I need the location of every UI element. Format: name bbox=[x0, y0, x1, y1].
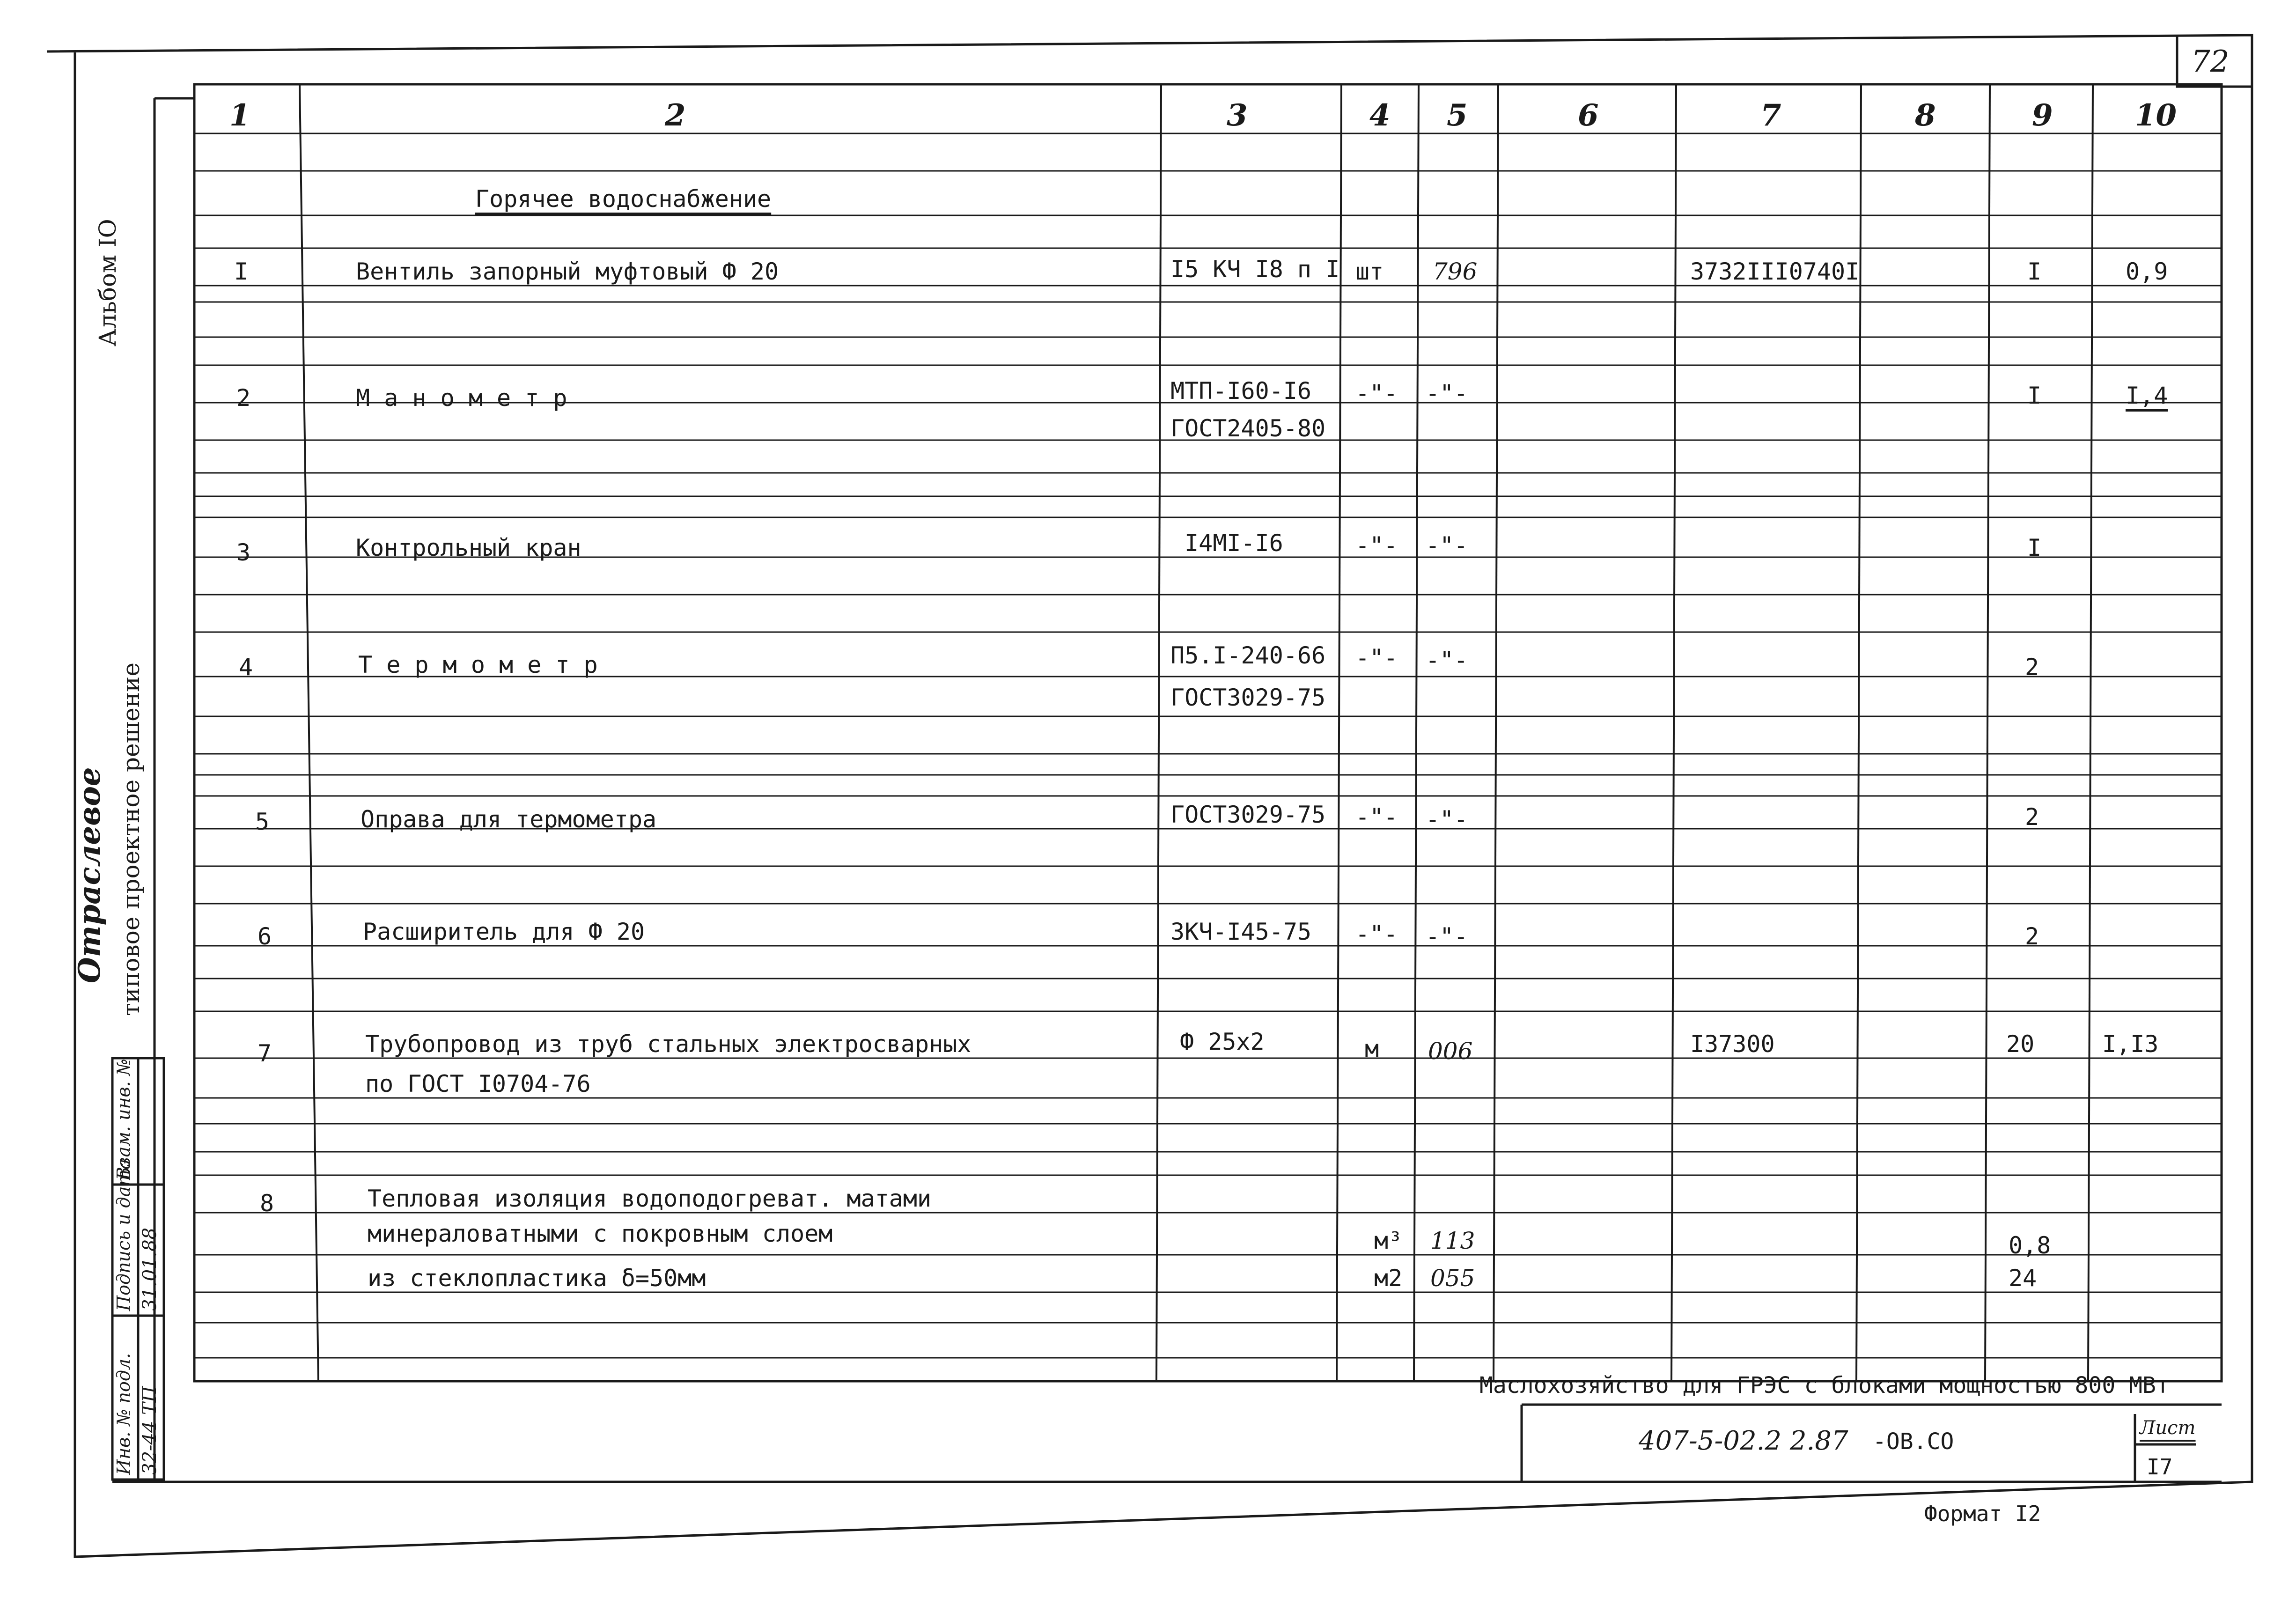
row-2-col5: -"- bbox=[1426, 380, 1468, 407]
album-label: Альбом IО bbox=[94, 219, 121, 346]
format-label: Формат I2 bbox=[1924, 1501, 2041, 1526]
side-title-1: Отраслевое bbox=[72, 767, 107, 983]
row-8-qty3: 24 bbox=[2009, 1265, 2037, 1292]
row-2-qty: I bbox=[2027, 382, 2042, 409]
row-2-num: 2 bbox=[236, 384, 251, 412]
row-8-num: 8 bbox=[260, 1190, 274, 1217]
row-1-mass: 0,9 bbox=[2126, 258, 2168, 285]
document-code-suffix: -ОВ.СО bbox=[1873, 1428, 1954, 1455]
row-1-unit: шт bbox=[1355, 258, 1384, 285]
row-4-unit: -"- bbox=[1355, 644, 1398, 671]
row-4-code2: ГОСТ3029-75 bbox=[1170, 684, 1326, 711]
col-header-2: 2 bbox=[665, 98, 686, 133]
row-2-code2: ГОСТ2405-80 bbox=[1170, 415, 1326, 442]
row-5-code: ГОСТ3029-75 bbox=[1170, 801, 1326, 828]
row-7-unit: м bbox=[1365, 1035, 1379, 1062]
row-4-code: П5.I-240-66 bbox=[1170, 642, 1326, 669]
row-2-name: М а н о м е т р bbox=[356, 384, 567, 412]
row-6-code: 3КЧ-I45-75 bbox=[1170, 918, 1312, 945]
col-header-1: 1 bbox=[229, 98, 250, 133]
row-8-name: Тепловая изоляция водоподогреват. матами bbox=[368, 1185, 932, 1212]
row-6-num: 6 bbox=[258, 923, 272, 950]
row-4-qty: 2 bbox=[2025, 654, 2039, 681]
row-7-name: Трубопровод из труб стальных электросварных bbox=[365, 1031, 971, 1058]
page-number: 72 bbox=[2191, 44, 2230, 79]
sheet-label: Лист bbox=[2140, 1417, 2196, 1439]
row-4-name: Т е р м о м е т р bbox=[358, 651, 598, 678]
row-7-col7: I37300 bbox=[1690, 1031, 1775, 1058]
row-5-qty: 2 bbox=[2025, 803, 2039, 831]
row-7-name2: по ГОСТ I0704-76 bbox=[365, 1070, 591, 1097]
document-code: 407-5-02.2 2.87 bbox=[1639, 1426, 1848, 1456]
row-5-col5: -"- bbox=[1426, 806, 1468, 833]
row-1-num: I bbox=[234, 258, 249, 285]
row-3-unit: -"- bbox=[1355, 532, 1398, 559]
row-7-num: 7 bbox=[258, 1040, 272, 1067]
row-8-col5-3: 055 bbox=[1430, 1265, 1475, 1292]
stamp-value-date: 31.01.88 bbox=[139, 1227, 161, 1311]
stamp-label-sign: Подпись и дата bbox=[113, 1158, 134, 1311]
row-3-qty: I bbox=[2027, 534, 2042, 561]
row-1-code: I5 КЧ I8 п I bbox=[1170, 256, 1340, 283]
col-header-9: 9 bbox=[2032, 98, 2053, 133]
row-6-qty: 2 bbox=[2025, 923, 2039, 950]
col-header-8: 8 bbox=[1915, 98, 1936, 133]
row-1-qty: I bbox=[2027, 258, 2042, 285]
row-1-name: Вентиль запорный муфтовый Ф 20 bbox=[356, 258, 779, 285]
row-7-col5: 006 bbox=[1428, 1038, 1473, 1065]
col-header-4: 4 bbox=[1369, 98, 1391, 133]
row-8-name2: минераловатными с покровным слоем bbox=[368, 1220, 833, 1247]
row-8-unit2: м³ bbox=[1374, 1227, 1403, 1254]
row-2-unit: -"- bbox=[1355, 380, 1398, 407]
row-3-name: Контрольный кран bbox=[356, 534, 581, 561]
row-5-num: 5 bbox=[255, 808, 270, 835]
row-1-col7: 3732III0740I bbox=[1690, 258, 1860, 285]
row-6-col5: -"- bbox=[1426, 923, 1468, 950]
row-4-col5: -"- bbox=[1426, 647, 1468, 674]
col-header-6: 6 bbox=[1578, 98, 1599, 133]
row-1-col5: 796 bbox=[1433, 258, 1478, 285]
row-3-code: I4МI-I6 bbox=[1185, 530, 1283, 557]
row-8-col5-2: 113 bbox=[1430, 1227, 1475, 1254]
col-header-7: 7 bbox=[1760, 98, 1781, 133]
row-8-name3: из стеклопластика δ=50мм bbox=[368, 1265, 706, 1292]
stamp-label-inv: Инв. № подл. bbox=[113, 1353, 134, 1475]
section-title: Горячее водоснабжение bbox=[475, 185, 772, 213]
row-7-code: Ф 25х2 bbox=[1180, 1028, 1265, 1055]
row-7-qty: 20 bbox=[2006, 1031, 2035, 1058]
row-5-unit: -"- bbox=[1355, 803, 1398, 831]
row-8-unit3: м2 bbox=[1374, 1265, 1403, 1292]
row-5-name: Оправа для термометра bbox=[361, 806, 657, 833]
row-8-qty2: 0,8 bbox=[2009, 1232, 2051, 1259]
row-3-col5: -"- bbox=[1426, 532, 1468, 559]
row-6-unit: -"- bbox=[1355, 920, 1398, 948]
col-header-5: 5 bbox=[1447, 98, 1468, 133]
footer-title: Маслохозяйство для ГРЭС с блоками мощностью 800 МВт bbox=[1479, 1372, 2170, 1399]
row-7-mass: I,I3 bbox=[2102, 1031, 2159, 1058]
stamp-value-inv: 32-44 ТП bbox=[139, 1386, 161, 1475]
row-2-code: МТП-I60-I6 bbox=[1170, 377, 1312, 405]
row-6-name: Расширитель для Ф 20 bbox=[363, 918, 645, 945]
col-header-3: 3 bbox=[1227, 98, 1248, 133]
side-title-2: типовое проектное решение bbox=[118, 663, 145, 1016]
stamp-label-replace: Взам. инв. № bbox=[113, 1059, 134, 1180]
row-4-num: 4 bbox=[239, 654, 253, 681]
row-2-mass: I,4 bbox=[2126, 382, 2168, 409]
col-header-10: 10 bbox=[2135, 98, 2177, 133]
sheet-number: I7 bbox=[2147, 1454, 2173, 1480]
row-3-num: 3 bbox=[236, 539, 251, 566]
